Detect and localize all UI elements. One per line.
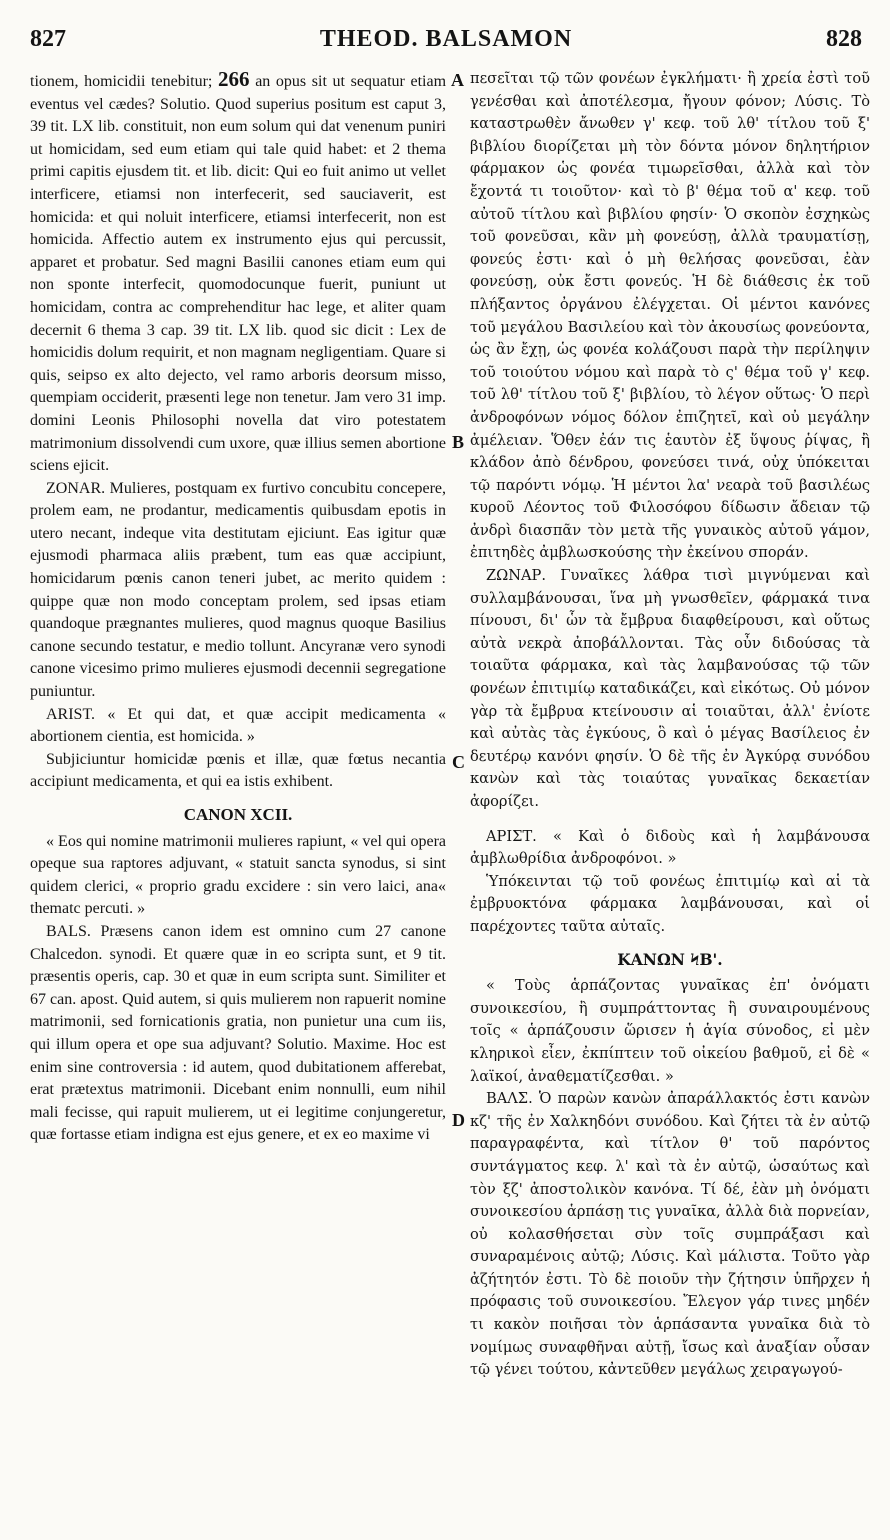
latin-text-1b: an opus sit ut sequatur etiam eventus vel cædes? Solutio. Quod superius positum est caput 3, 39 tit. LX lib. constituit, non eum solum qui dat venenum puniri ut homicidam, sed eum etiam qui tale quid habet: et 2 thema primi capitis ejusdem tit. et lib. dicit: Qui eo fuit animo ut vellet interficere, etiamsi non interfecerit, sed sauciaverit, est homicida: et qui noluit interficere, etiamsi interfecerit, non est homicida. Affectio autem ex instrumento ejus qui percussit, apparet et probatur. Sed magni Basilii canones etiam eum qui non sponte interfecit, quomodocunque fuerit, puniunt ut homicidam, contra ac comprehenditur hac lege, et aliter quam decernit 6 thema 3 cap. 39 tit. LX lib. quod sic dicit : Lex de homicidis dolum requirit, et non magnam negligentiam. Quare si quis, seipso ex alto dejecto, vel ramo arboris deorsum misso, quempiam occiderit, præsenti lege non tenetur. Jam vero 31 imp. domini Leonis Philosophi novella dat viro potestatem matrimonium dissolvendi cum uxore, quæ illius semen abortione sciens ejicit. xyxy=(30,73,447,475)
page-number-left: 827 xyxy=(30,26,66,52)
latin-canon-text: « Eos qui nomine matrimonii mulieres rapiunt, « vel qui opera opeque sua raptores adjuvant, « statuit sancta synodus, si sint quidem clerici, « proprio gradu excidere : sin vero laici, ana« thematc percuti. » xyxy=(30,832,446,918)
running-header xyxy=(30,26,862,62)
margin-mark-b: B xyxy=(452,432,465,452)
latin-paragraph-1 xyxy=(30,68,446,478)
column-number: 266 xyxy=(218,67,250,91)
greek-paragraph-zonaras: ΖΩΝΑΡ. Γυναῖκες λάθρα τισὶ μιγνύμεναι καὶ συλλαμβάνουσαι, ἵνα μὴ γνωσθεῖεν, φάρμακά τινα πίνουσι, δι' ὧν τὰ ἔμβρυα διαφθείρουσι, καὶ οὕτως αὐτὰ νεκρὰ ἀποβάλλονται. Τὰς οὖν διδούσας τὰ τοιαῦτα φάρμακα, καὶ τὰς λαμβανούσας τῷ τῶν φονέων ἐπιτιμίῳ καταδικάζει, καὶ εἰκότως. Οὐ μόνον γὰρ τὰ ἔμβρυα κτείνουσιν αἱ τοιαῦται, ἀλλ' ἐνίοτε καὶ αὐτὰς τὰς ἐγκύους, ὃ καὶ ὁ μέγας Βασίλειος ἐν δευτέρῳ κανόνι φησίν. Ὁ δὲ τῆς ἐν Ἀγκύρᾳ συνόδου κανὼν καὶ τὰς τοιαύτας γυναῖκας δεκαετίαν ἀφορίζει. xyxy=(470,567,870,810)
margin-mark-c: C xyxy=(452,752,465,772)
margin-mark-d: D xyxy=(452,1110,465,1130)
latin-paragraph-4: Subjiciuntur homicidæ pœnis et illæ, quæ fœtus necantia accipiunt medicamenta, et qui ea istis exhibent. xyxy=(30,750,446,791)
latin-column xyxy=(30,68,446,1147)
greek-canon-text: « Τοὺς ἁρπάζοντας γυναῖκας ἐπ' ὀνόματι συνοικεσίου, ἢ συμπράττοντας ἢ συναιρουμένους τοῖς « ἁρπάζουσιν ὥρισεν ἡ ἁγία σύνοδος, εἰ μὲν κληρικοὶ εἶεν, ἐκπίπτειν τοῦ οἰκείου βαθμοῦ, εἰ δὲ « λαϊκοί, ἀναθεματίζεσθαι. » xyxy=(470,977,870,1085)
page-number-right: 828 xyxy=(826,26,862,52)
greek-column xyxy=(470,68,870,1382)
latin-paragraph-zonaras: ZONAR. Mulieres, postquam ex furtivo concubitu concepere, prolem eam, ne prodantur, medicamentis quibusdam epotis in utero necant, indeque vita destitutam ejiciunt. Eas igitur quæ ejusmodi pharmaca aliis præbent, tum eas quæ accipiunt, homicidarum pœnis canon teneri jubet, ac merito quidem : quippe quæ non modo conceptam prolem, sed ipsas etiam quandoque prægnantes mulieres, quod magnus quoque Basilius canone secundo testatur, e medio tollunt. Ancyranæ vero synodi canone vicesimo primo mulieres ejusmodi decennii segregatione puniuntur. xyxy=(30,479,446,701)
canon-heading-latin: CANON XCII. xyxy=(183,805,293,824)
latin-text-1a: tionem, homicidii tenebitur; xyxy=(30,73,213,90)
latin-paragraph-balsamon: BALS. Præsens canon idem est omnino cum 27 canone Chalcedon. synodi. Et quære quæ in eo scripta sunt, et 9 tit. præsentis operis, cap. 30 et quæ in eum scripta sunt. Similiter et 67 can. apost. Quid autem, si quis mulierem non rapuerit nomine matrimonii, sed fornicationis gratia, non punietur una cum iis, qui illum opera et ope sua adjuvant? Solutio. Maxime. Hoc est enim sine controversia : id autem, quod dubitationem afferebat, erat prætextus matrimonii. Dicebant enim nonnulli, eum nihil mali fecisse, qui rapuit mulierem, ut ei legitime conjungeretur, quæ fortasse etiam indigna est ejus genere, et ex eo maxime vi xyxy=(30,922,446,1144)
running-title: THEOD. BALSAMON xyxy=(319,26,573,52)
greek-paragraph-4: Ὑπόκεινται τῷ τοῦ φονέως ἐπιτιμίῳ καὶ αἱ τὰ ἐμβρυοκτόνα φάρμακα λαμβάνουσαι, καὶ οἱ παρέχοντες ταῦτα αὐταῖς. xyxy=(470,872,870,935)
margin-mark-a: A xyxy=(451,70,464,90)
greek-paragraph-aristenus: ΑΡΙΣΤ. « Καὶ ὁ διδοὺς καὶ ἡ λαμβάνουσα ἀμβλωθρίδια ἀνδροφόνοι. » xyxy=(470,827,870,868)
latin-paragraph-aristenus: ARIST. « Et qui dat, et quæ accipit medicamenta « abortionem cientia, est homicida. » xyxy=(30,705,446,746)
greek-paragraph-balsamon: ΒΑΛΣ. Ὁ παρὼν κανὼν ἀπαράλλακτός ἐστι κανὼν κζ' τῆς ἐν Χαλκηδόνι συνόδου. Καὶ ζήτει τὰ ἐν αὐτῷ παραγραφέντα, καὶ τίτλον θ' τοῦ παρόντος συντάγματος κεφ. λ' καὶ τὰ ἐν αὐτῷ, ὡσαύτως καὶ τὸν ξζ' ἀποστολικὸν κανόνα. Τί δέ, ἐὰν μὴ ὀνόματι συνοικεσίου ἁρπάσῃ τις γυναῖκα, ἀλλὰ διὰ πορνείαν, οὐ κολασθήσεται σὺν τοῖς συμπράξασι καὶ συναραμένοις αὐτῷ; Λύσις. Καὶ μάλιστα. Τοῦτο γὰρ ἀζήτητόν ἐστι. Τὸ δὲ ποιοῦν τὴν ζήτησιν ὑπῆρχεν ἡ πρόφασις τοῦ συνοικεσίου. Ἔλεγον γάρ τινες μηδέν τι κακὸν ποιῆσαι τὸν ἁρπάσαντα γυναῖκα διὰ τὸ νομίμως συναφθῆναι αὐτῇ, ἴσως καὶ ἀναξίαν οὖσαν τῷ γένει τούτου, κἀντεῦθεν μεγάλως χειραγωγού- xyxy=(470,1090,870,1379)
canon-heading-greek: ΚΑΝΩΝ ϞΒ'. xyxy=(617,949,723,969)
greek-paragraph-1: πεσεῖται τῷ τῶν φονέων ἐγκλήματι· ἢ χρεία ἐστὶ τοῦ γενέσθαι καὶ ἀποτέλεσμα, ἤγουν φόνον; Λύσις. Τὸ καταστρωθὲν ἄνωθεν γ' κεφ. τοῦ λθ' τίτλου τοῦ ξ' βιβλίου διορίζεται μὴ τὸν δόντα μόνον δηλητήριον φάρμακον ὡς φονέα τιμωρεῖσθαι, ἀλλὰ καὶ τὸν ἔχοντά τι τοιοῦτον· καὶ τὸ β' θέμα τοῦ α' κεφ. τοῦ αὐτοῦ τίτλου καὶ βιβλίου φησίν· Ὁ σκοπὸν ἐσχηκὼς τοῦ φονεῦσαι, κἂν μὴ φονεύσῃ, ἀλλὰ τραυματίσῃ, φονεύς ἐστι· καὶ ὁ μὴ θελήσας φονεῦσαι, ἐὰν φονεύσῃ, οὐκ ἔστι φονεύς. Ἡ δὲ διάθεσις ἐκ τοῦ πλήξαντος ὀργάνου ἐλέγχεται. Οἱ μέντοι κανόνες τοῦ μεγάλου Βασιλείου καὶ τὸν ἀκουσίως φονεύοντα, ὡς ἂν ἔχῃ, ὡς φονέα κολάζουσι παρὰ τὴν περίληψιν τοῦ τοιούτου νόμου καὶ παρὰ τὸ ς' θέμα τοῦ γ' κεφ. τοῦ λθ' τίτλου τοῦ ξ' βιβλίου, τὸ λέγον οὕτως· Ὁ περὶ ἀνδροφόνων νόμος δόλον ἐπιζητεῖ, καὶ οὐ μεγάλην ἀμέλειαν. Ὅθεν ἐάν τις ἑαυτὸν ἐξ ὕψους ῥίψας, ἢ κλάδον ἀπὸ δένδρου, φονεύσει τινά, οὐχ ὑπόκειται τῷ παρόντι νόμῳ. Ἡ μέντοι λα' νεαρὰ τοῦ βασιλέως κυροῦ Λέοντος τοῦ Φιλοσόφου δίδωσιν ἄδειαν τῷ ἀνδρὶ διασπᾶν τὸν μετὰ τῆς γυναικὸς αὐτοῦ γάμον, ἐπιτηδὲς ἀμβλωσκούσης τὴν ἐκείνου σποράν. xyxy=(470,70,870,562)
